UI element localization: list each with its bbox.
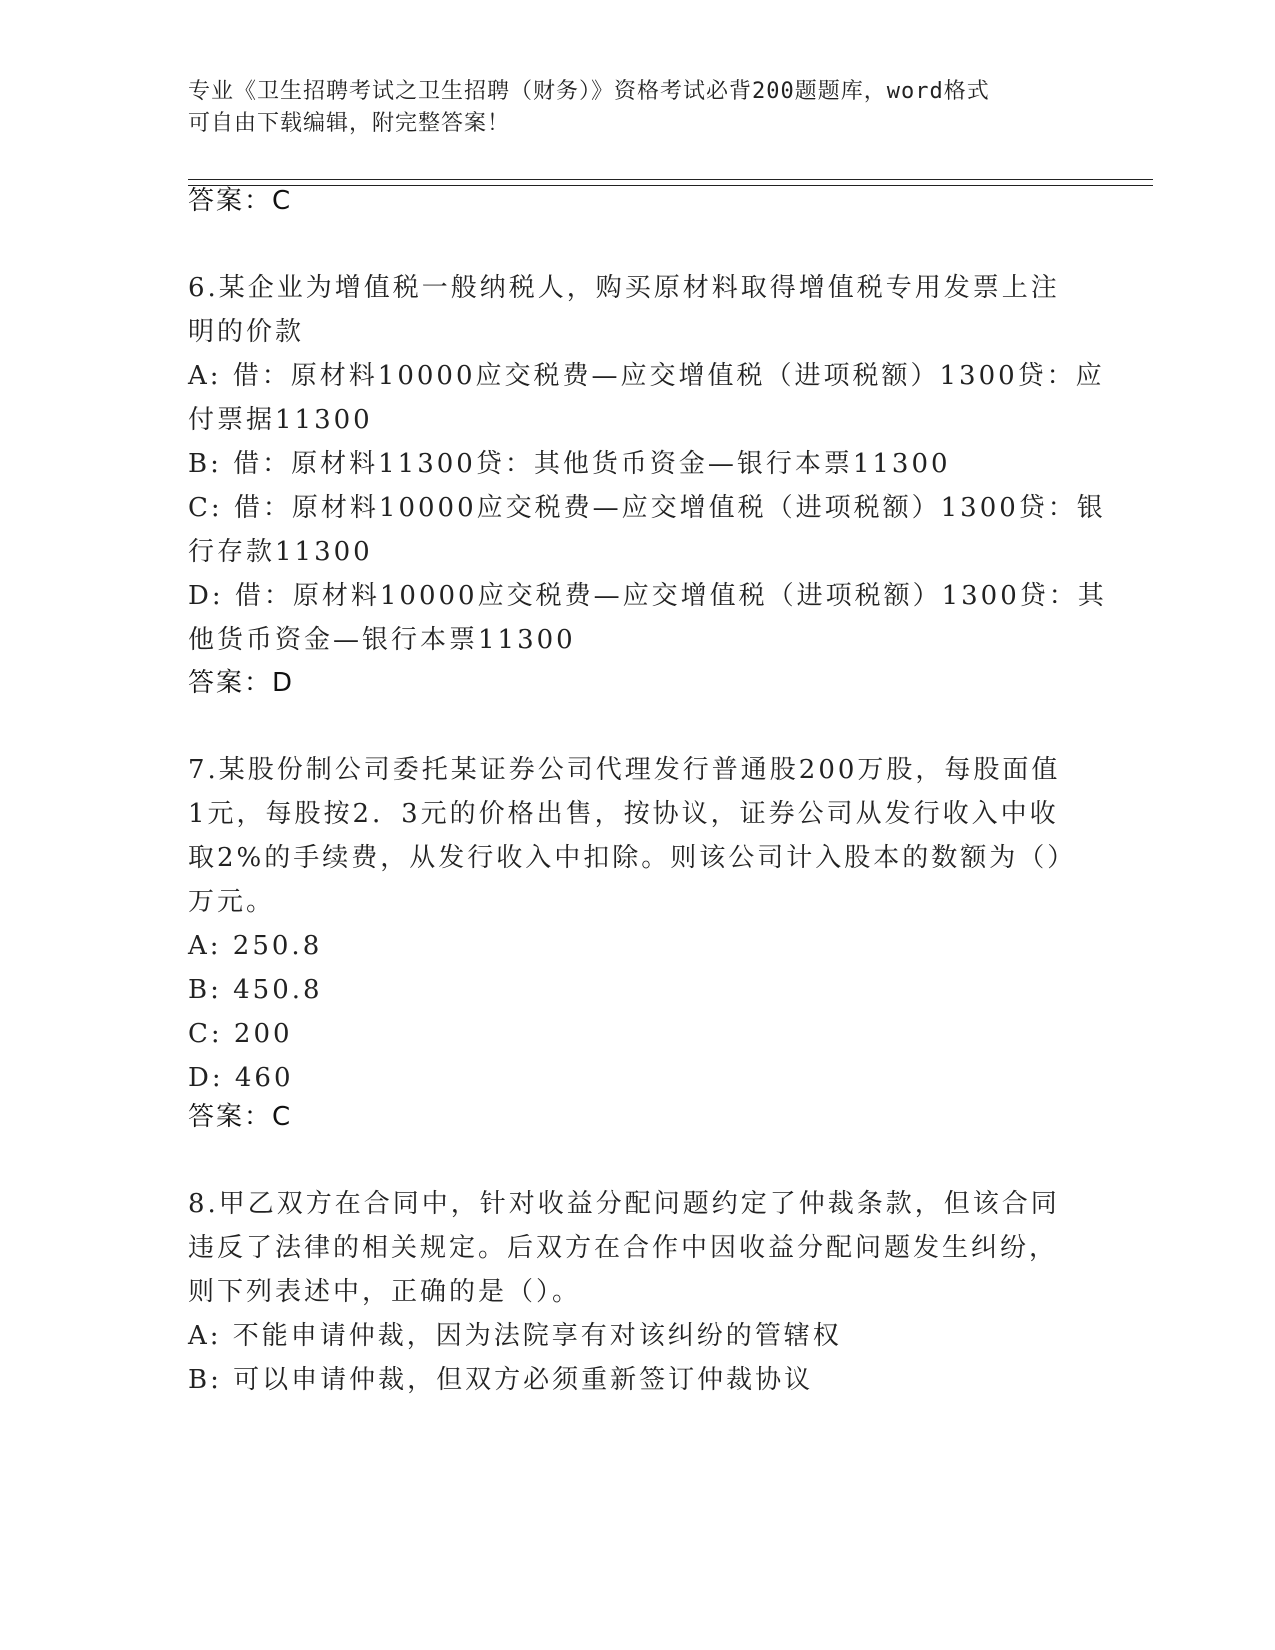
q6-option-c-line-1: C: 借：原材料10000应交税费—应交增值税（进项税额）1300贷：银 (188, 493, 1106, 523)
q6-option-b: B: 借：原材料11300贷：其他货币资金—银行本票11300 (188, 449, 951, 479)
q7-option-c: C: 200 (188, 1019, 293, 1049)
q8-option-a: A: 不能申请仲裁，因为法院享有对该纠纷的管辖权 (188, 1321, 842, 1351)
q7-stem-line-3: 取2%的手续费，从发行收入中扣除。则该公司计入股本的数额为（） (188, 843, 1077, 873)
q8-stem-line-3: 则下列表述中，正确的是（）。 (188, 1277, 582, 1307)
q6-option-a-line-2: 付票据11300 (188, 405, 373, 435)
q7-stem-line-4: 万元。 (188, 887, 276, 917)
document-header (188, 76, 1088, 140)
header-line-1: 专业《卫生招聘考试之卫生招聘（财务）》资格考试必背200题题库，word格式 (188, 79, 990, 104)
q7-option-d: D: 460 (188, 1063, 294, 1093)
q6-answer: 答案：D (188, 668, 295, 698)
q7-option-a: A: 250.8 (188, 931, 323, 961)
q6-option-d-line-1: D: 借：原材料10000应交税费—应交增值税（进项税额）1300贷：其 (188, 581, 1107, 611)
answer-prev: 答案：C (188, 186, 293, 216)
q8-stem-line-1: 8.甲乙双方在合同中，针对收益分配问题约定了仲裁条款，但该合同 (188, 1189, 1060, 1219)
q8-option-b: B: 可以申请仲裁，但双方必须重新签订仲裁协议 (188, 1365, 814, 1395)
q7-stem-line-2: 1元，每股按2．3元的价格出售，按协议，证券公司从发行收入中收 (188, 799, 1059, 829)
q7-stem-line-1: 7.某股份制公司委托某证券公司代理发行普通股200万股，每股面值 (188, 755, 1061, 785)
q6-option-c-line-2: 行存款11300 (188, 537, 373, 567)
header-rule-bottom (188, 185, 1153, 186)
header-line-2: 可自由下载编辑，附完整答案！ (188, 111, 511, 136)
q6-stem-line-1: 6.某企业为增值税一般纳税人，购买原材料取得增值税专用发票上注 (188, 273, 1060, 303)
header-rule-top (188, 179, 1153, 180)
q6-option-a-line-1: A: 借：原材料10000应交税费—应交增值税（进项税额）1300贷：应 (188, 361, 1105, 391)
q7-option-b: B: 450.8 (188, 975, 323, 1005)
q7-answer: 答案：C (188, 1102, 293, 1132)
q6-stem-line-2: 明的价款 (188, 317, 305, 347)
q6-option-d-line-2: 他货币资金—银行本票11300 (188, 625, 576, 655)
q8-stem-line-2: 违反了法律的相关规定。后双方在合作中因收益分配问题发生纠纷， (188, 1233, 1059, 1263)
